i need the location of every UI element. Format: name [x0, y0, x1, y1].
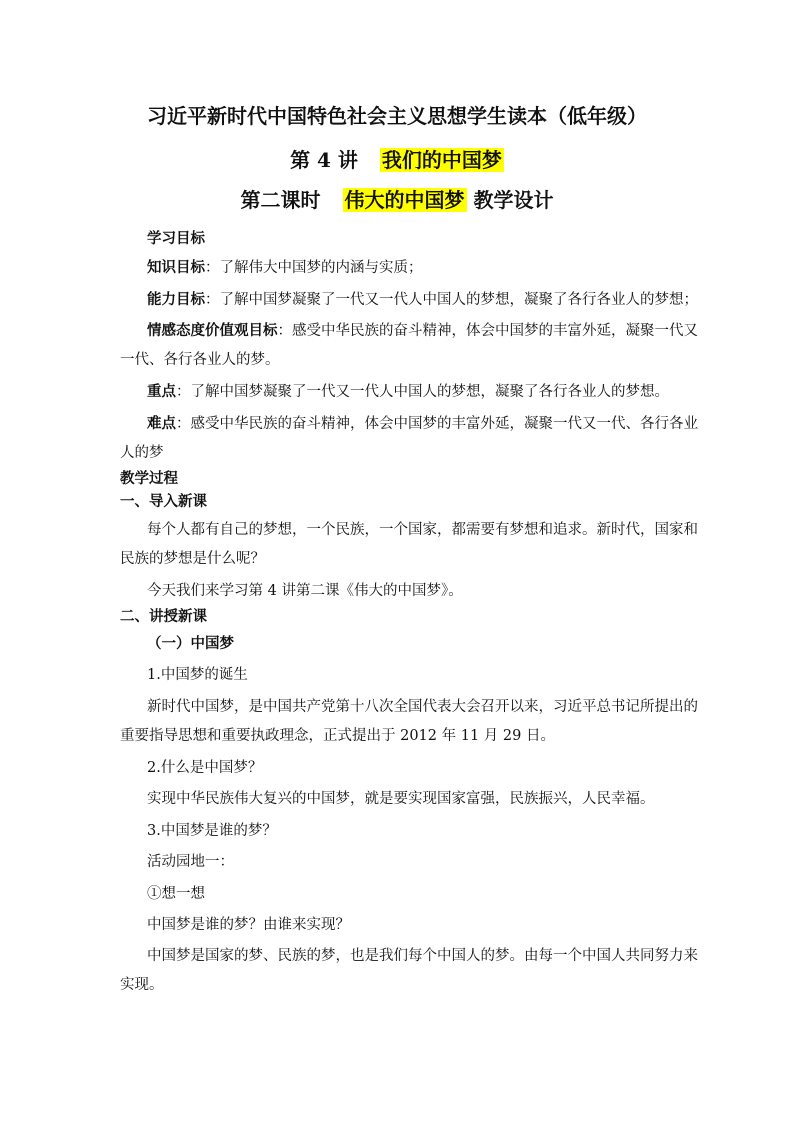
lesson-title-highlight: 伟大的中国梦: [344, 188, 465, 212]
lesson-suffix: 教学设计: [473, 188, 554, 212]
section1-paragraph2: 今天我们来学习第 4 讲第二课《伟大的中国梦》。: [147, 583, 463, 599]
key-point-text: ：了解中国梦凝聚了一代又一代人中国人的梦想，凝聚了各行各业人的梦想。: [176, 384, 669, 400]
difficulty-point-text: ：感受中华民族的奋斗精神，体会中国梦的丰富外延，凝聚一代又一代、各行各业: [176, 416, 698, 432]
section1-title: 一、导入新课: [120, 493, 207, 510]
section1-paragraph1-continued: 民族的梦想是什么呢？: [120, 551, 265, 567]
difficulty-point-label: 难点: [147, 415, 176, 432]
item2-paragraph: 实现中华民族伟大复兴的中国梦，就是要实现国家富强，民族振兴，人民幸福。: [147, 791, 655, 807]
item2-title: 2.什么是中国梦？: [147, 760, 263, 776]
emotion-goal-label: 情感态度价值观目标: [147, 322, 278, 339]
lecture-prefix: 第 4 讲: [290, 148, 358, 172]
process-heading: 教学过程: [120, 470, 178, 487]
ability-goal-label: 能力目标: [147, 291, 205, 308]
activity-question: 中国梦是谁的梦？由谁来实现？: [147, 917, 350, 933]
difficulty-point: [147, 414, 698, 434]
goals-heading: 学习目标: [147, 230, 205, 247]
difficulty-point-continued: 人的梦: [120, 445, 164, 461]
activity-answer-continued: 实现。: [120, 977, 164, 993]
emotion-goal: [147, 321, 698, 341]
activity-step: ①想一想: [147, 886, 205, 902]
lesson-title-line: [0, 188, 794, 212]
book-title: 习近平新时代中国特色社会主义思想学生读本（低年级）: [147, 104, 647, 128]
activity-answer: 中国梦是国家的梦、民族的梦，也是我们每个中国人的梦。由每一个中国人共同努力来: [147, 948, 698, 964]
item3-title: 3.中国梦是谁的梦？: [147, 823, 277, 839]
emotion-goal-text: ：感受中华民族的奋斗精神，体会中国梦的丰富外延，凝聚一代又: [277, 323, 698, 339]
lesson-prefix: 第二课时: [240, 188, 321, 212]
emotion-goal-continued: 一代、各行各业人的梦。: [120, 352, 280, 368]
subsection1-title: （一）中国梦: [147, 635, 234, 652]
knowledge-goal: [147, 258, 423, 278]
activity-title: 活动园地一：: [147, 854, 234, 870]
item1-paragraph-continued: 重要指导思想和重要执政理念，正式提出于 2012 年 11 月 29 日。: [120, 728, 555, 744]
item1-paragraph: 新时代中国梦，是中国共产党第十八次全国代表大会召开以来，习近平总书记所提出的: [147, 699, 698, 715]
item1-title: 1.中国梦的诞生: [147, 667, 248, 683]
ability-goal-text: ：了解中国梦凝聚了一代又一代人中国人的梦想，凝聚了各行各业人的梦想；: [205, 292, 698, 308]
ability-goal: [147, 290, 698, 310]
key-point: [147, 382, 669, 402]
section2-title: 二、讲授新课: [120, 608, 207, 625]
knowledge-goal-label: 知识目标: [147, 259, 205, 276]
lecture-title-highlight: 我们的中国梦: [381, 148, 502, 172]
lecture-title-line: [0, 148, 794, 172]
key-point-label: 重点: [147, 383, 176, 400]
knowledge-goal-text: ：了解伟大中国梦的内涵与实质；: [205, 260, 423, 276]
section1-paragraph1: 每个人都有自己的梦想，一个民族，一个国家，都需要有梦想和追求。新时代，国家和: [147, 522, 698, 538]
